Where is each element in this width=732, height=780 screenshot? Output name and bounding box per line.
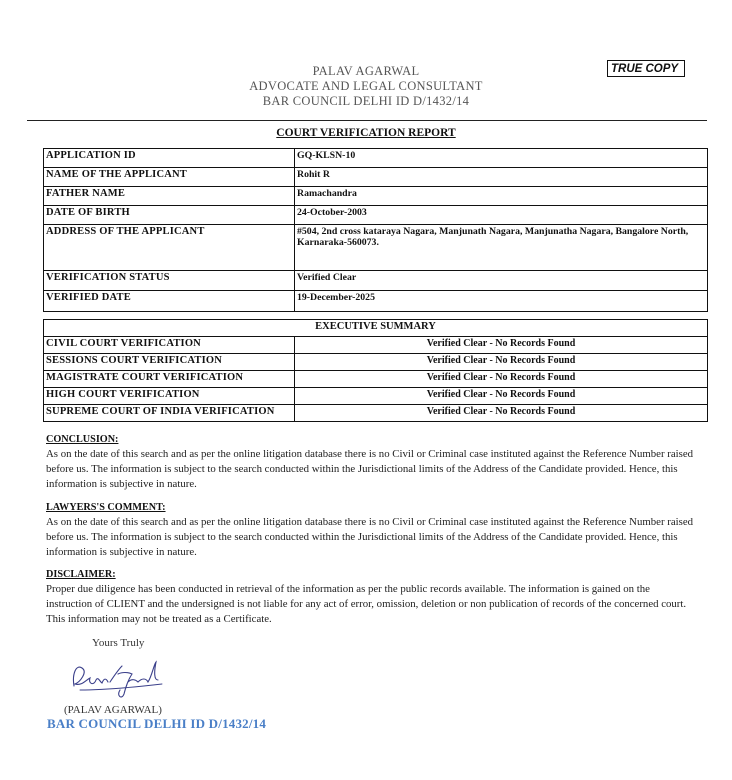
lawyers-comment-text: As on the date of this search and as per the online litigation database there is no Civil or Criminal case instituted against the Reference Number raised before us. The information is subject to the search conducted within the Jurisdictional limits of the Address of the Candidate provided. Hence, this information is subjective in nature. — [46, 516, 694, 558]
true-copy-stamp: TRUE COPY — [607, 60, 685, 77]
row-value: Verified Clear - No Records Found — [295, 388, 708, 405]
signatory-name: (PALAV AGARWAL) — [64, 704, 162, 716]
row-value: #504, 2nd cross kataraya Nagara, Manjunath Nagara, Manjunatha Nagara, Bangalore North, Karnaraka-560073. — [295, 225, 708, 271]
lawyers-comment-section — [46, 500, 696, 560]
table-row — [44, 168, 708, 187]
executive-summary-table — [43, 319, 708, 422]
signatory-bar-council-id: BAR COUNCIL DELHI ID D/1432/14 — [47, 716, 267, 731]
row-label: APPLICATION ID — [44, 149, 295, 168]
bar-council-id: BAR COUNCIL DELHI ID D/1432/14 — [262, 94, 470, 108]
row-value: Rohit R — [295, 168, 708, 187]
executive-summary-title: EXECUTIVE SUMMARY — [44, 320, 708, 337]
row-value: 24-October-2003 — [295, 206, 708, 225]
table-row — [44, 337, 708, 354]
row-value: Verified Clear — [295, 271, 708, 291]
row-value: 19-December-2025 — [295, 291, 708, 312]
applicant-details-table — [43, 148, 708, 312]
row-label: SESSIONS COURT VERIFICATION — [44, 354, 295, 371]
table-row — [44, 225, 708, 271]
conclusion-section — [46, 432, 696, 492]
header-divider — [27, 120, 707, 121]
row-label: ADDRESS OF THE APPLICANT — [44, 225, 295, 271]
table-row — [44, 405, 708, 422]
row-label: DATE OF BIRTH — [44, 206, 295, 225]
row-value: Verified Clear - No Records Found — [295, 337, 708, 354]
row-value: Ramachandra — [295, 187, 708, 206]
lawyers-comment-heading: LAWYERS'S COMMENT: — [46, 502, 166, 513]
report-title: COURT VERIFICATION REPORT — [276, 127, 456, 139]
row-value: Verified Clear - No Records Found — [295, 371, 708, 388]
closing-salutation: Yours Truly — [92, 637, 145, 649]
table-header-row — [44, 320, 708, 337]
conclusion-text: As on the date of this search and as per the online litigation database there is no Civil or Criminal case instituted against the Reference Number raised before us. The information is subject to the search conducted within the Jurisdictional limits of the Address of the Candidate provided. Hence, this information is subjective in nature. — [46, 448, 694, 490]
disclaimer-section — [46, 567, 696, 627]
table-row — [44, 206, 708, 225]
table-row — [44, 291, 708, 312]
disclaimer-heading: DISCLAIMER: — [46, 569, 116, 580]
row-value: Verified Clear - No Records Found — [295, 405, 708, 422]
table-row — [44, 388, 708, 405]
row-label: FATHER NAME — [44, 187, 295, 206]
table-row — [44, 187, 708, 206]
row-label: HIGH COURT VERIFICATION — [44, 388, 295, 405]
row-label: NAME OF THE APPLICANT — [44, 168, 295, 187]
row-label: VERIFIED DATE — [44, 291, 295, 312]
advocate-role: ADVOCATE AND LEGAL CONSULTANT — [249, 79, 483, 93]
conclusion-heading: CONCLUSION: — [46, 434, 119, 445]
table-row — [44, 354, 708, 371]
table-row — [44, 271, 708, 291]
table-row — [44, 371, 708, 388]
row-label: SUPREME COURT OF INDIA VERIFICATION — [44, 405, 295, 422]
row-value: GQ-KLSN-10 — [295, 149, 708, 168]
row-value: Verified Clear - No Records Found — [295, 354, 708, 371]
signature-image — [66, 656, 166, 701]
row-label: VERIFICATION STATUS — [44, 271, 295, 291]
table-row — [44, 149, 708, 168]
advocate-name: PALAV AGARWAL — [312, 64, 420, 78]
row-label: CIVIL COURT VERIFICATION — [44, 337, 295, 354]
disclaimer-text: Proper due diligence has been conducted in retrieval of the information as per the public records available. The information is gained on the instruction of CLIENT and the undersigned is not liable for any act of error, omission, deletion or non publication of records of the concerned court. This information may not be treated as a Certificate. — [46, 583, 687, 625]
row-label: MAGISTRATE COURT VERIFICATION — [44, 371, 295, 388]
